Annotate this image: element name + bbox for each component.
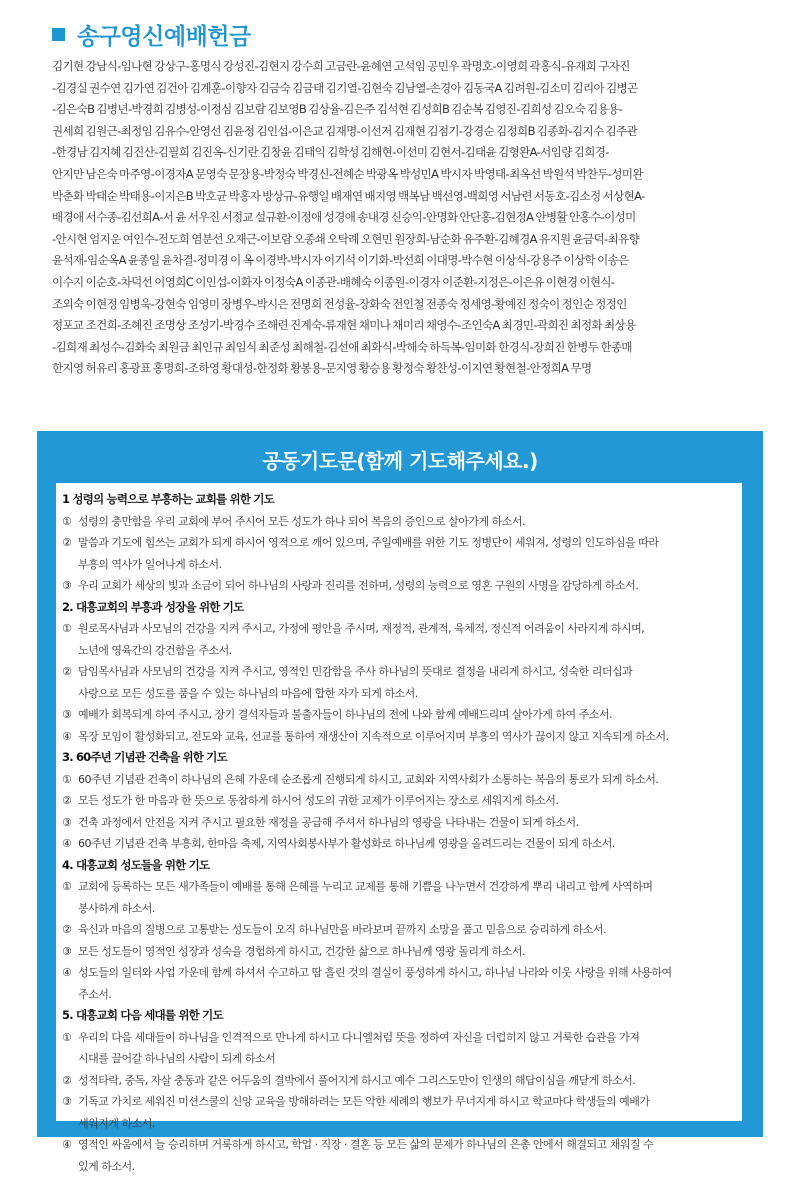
prayer-item <box>62 876 738 919</box>
section-title: 송구영신예배헌금 <box>77 18 251 51</box>
offering-line: 정포교 조건희-조혜진 조명상 조성기-박경수 조해련 진계숙-류재현 채미나 채미리 채영수-조인숙A 최경민-곽희진 최정화 최상용 <box>52 315 762 337</box>
prayer-item-line: 시대를 끌어갈 하나님의 사람이 되게 하소서 <box>78 1048 738 1070</box>
prayer-item-line: 노년에 영육간의 강건함을 주소서. <box>78 640 738 662</box>
prayer-item-number: ② <box>62 661 78 704</box>
prayer-item <box>62 919 738 941</box>
prayer-item-text <box>78 790 738 812</box>
prayer-item-line: 건축 과정에서 안전을 지켜 주시고 필요한 재정을 공급해 주셔서 하나님의 영광을 나타내는 건물이 되게 하소서. <box>78 812 738 834</box>
prayer-item-line: 영적인 싸움에서 늘 승리하며 거룩하게 하시고, 학업 · 직장 · 결혼 등 모든 삶의 문제가 하나님의 은총 안에서 해결되고 채워질 수 <box>78 1134 738 1156</box>
prayer-item-line: 성령의 충만함을 우리 교회에 부어 주시어 모든 성도가 하나 되어 복음의 증인으로 살아가게 하소서. <box>78 511 738 533</box>
prayer-item-line: 60주년 기념관 건축 부흥회, 한마음 축제, 지역사회봉사부가 활성화로 하나님께 영광을 올려드리는 건물이 되게 하소서. <box>78 833 738 855</box>
prayer-item-line: 사랑으로 모든 성도를 품을 수 있는 하나님의 마음에 합한 자가 되게 하소서. <box>78 683 738 705</box>
prayer-item <box>62 532 738 575</box>
prayer-item-text <box>78 726 738 748</box>
prayer-item-number: ② <box>62 790 78 812</box>
prayer-section-heading: 4. 대흥교회 성도들을 위한 기도 <box>62 855 738 877</box>
prayer-item-text <box>78 1134 738 1177</box>
prayer-item-text <box>78 511 738 533</box>
prayer-item <box>62 661 738 704</box>
prayer-item-line: 주소서. <box>78 984 738 1006</box>
prayer-item-text <box>78 769 738 791</box>
prayer-item-number: ② <box>62 919 78 941</box>
prayer-item-line: 말씀과 기도에 힘쓰는 교회가 되게 하시어 영적으로 깨어 있으며, 주일예배를 위한 기도 정병단이 세워져, 성령의 인도하심을 따라 <box>78 532 738 554</box>
prayer-item-line: 있게 하소서. <box>78 1156 738 1177</box>
prayer-item-text <box>78 532 738 575</box>
prayer-item-number: ① <box>62 511 78 533</box>
offering-line: 안지만 남은숙 마주영-이경자A 문영숙 문장용-박정숙 박경신-전혜순 박광옥 박성민A 박시자 박영태-최옥선 박원석 박찬두-성미완 <box>52 164 762 186</box>
prayer-panel <box>56 483 742 1121</box>
prayer-item <box>62 511 738 533</box>
prayer-item <box>62 1070 738 1092</box>
prayer-item-number: ④ <box>62 962 78 1005</box>
prayer-section-heading: 2. 대흥교회의 부흥과 성장을 위한 기도 <box>62 597 738 619</box>
prayer-item-line: 60주년 기념관 건축이 하나님의 은혜 가운데 순조롭게 진행되게 하시고, 교회와 지역사회가 소통하는 복음의 통로가 되게 하소서. <box>78 769 738 791</box>
prayer-item-line: 육신과 마음의 질병으로 고통받는 성도들이 오직 하나님만을 바라보며 끝까지 소망을 품고 믿음으로 승리하게 하소서. <box>78 919 738 941</box>
prayer-item <box>62 812 738 834</box>
prayer-item <box>62 962 738 1005</box>
prayer-item <box>62 575 738 597</box>
offering-line: 김기현 강남식-임나현 강상구-홍명식 강성진-김현지 강수희 고금란-윤혜연 고석임 공민우 곽명호-이영희 곽홍식-유재희 구자진 <box>52 56 762 78</box>
offering-line: 이수지 이순호-차덕선 이영희C 이인섭-이화자 이정숙A 이종관-배혜숙 이종원-이경자 이준환-지정은-이은유 이현경 이현식- <box>52 272 762 294</box>
section-header <box>52 18 251 51</box>
prayer-item <box>62 1134 738 1177</box>
offering-line: -한경남 김지혜 김진산-김필희 김진옥-신기란 김창윤 김태익 김학성 김해현-이선미 김현서-김태윤 김형완A-서임량 김희경- <box>52 142 762 164</box>
prayer-item <box>62 941 738 963</box>
prayer-item-text <box>78 962 738 1005</box>
prayer-item-line: 교회에 등록하는 모든 새가족들이 예배를 통해 은혜를 누리고 교제를 통해 기쁨을 나누면서 건강하게 뿌리 내리고 함께 사역하며 <box>78 876 738 898</box>
offering-line: 배경애 서수종-김선희A-서 윤 서우진 서정교 설규환-이정애 성경애 송내경 신승익-안명화 안단홍-김현정A 안병활 안홍수-이성미 <box>52 207 762 229</box>
prayer-item-number: ④ <box>62 833 78 855</box>
prayer-item-text <box>78 812 738 834</box>
prayer-item-number: ③ <box>62 575 78 597</box>
offering-line: 박춘화 박태순 박태용-이지은B 박호균 박홍자 방상규-유행일 배재연 배지영 백복남 백선영-백희영 서남련 서동호-김소정 서상현A- <box>52 186 762 208</box>
prayer-item <box>62 618 738 661</box>
prayer-item-text <box>78 919 738 941</box>
prayer-item-line: 성도들의 일터와 사업 가운데 함께 하셔서 수고하고 땀 흘린 것의 결실이 풍성하게 하시고, 하나님 나라와 이웃 사랑을 위해 사용하여 <box>78 962 738 984</box>
prayer-item-number: ① <box>62 876 78 919</box>
prayer-item-line: 모든 성도들이 영적인 성장과 성숙을 경험하게 하시고, 건강한 삶으로 하나님께 영광 돌리게 하소서. <box>78 941 738 963</box>
offering-line: 조외숙 이현정 임병욱-강현숙 임영미 장병우-박시은 전명희 전성율-장화숙 전인철 전종숙 정세영-황예진 정숙이 정인순 정정인 <box>52 294 762 316</box>
offering-line: -김희재 최성수-김화숙 최원금 최인규 최임식 최준성 최해철-김선애 최화식-박해숙 하득복-임미화 한경식-장희진 한병두 한종매 <box>52 337 762 359</box>
prayer-item <box>62 769 738 791</box>
prayer-item-number: ③ <box>62 812 78 834</box>
prayer-item-line: 예배가 회복되게 하여 주시고, 장기 결석자들과 불출자들이 하나님의 전에 나와 함께 예배드리며 살아가게 하여 주소서. <box>78 704 738 726</box>
offering-line: -안시현 엄지운 여인수-전도희 염분선 오재근-이보람 오종쇄 오탁례 오현민 원장희-남순화 유주환-김혜경A 유지원 윤금덕-최유향 <box>52 229 762 251</box>
prayer-item <box>62 704 738 726</box>
prayer-item-number: ① <box>62 769 78 791</box>
prayer-item-line: 우리의 다음 세대들이 하나님을 인격적으로 만나게 하시고 다니엘처럼 뜻을 정하여 자신을 더럽히지 않고 거룩한 습관을 가져 <box>78 1027 738 1049</box>
prayer-item-text <box>78 575 738 597</box>
prayer-item-line: 성적타락, 중독, 자살 충동과 같은 어두움의 결박에서 풀어지게 하시고 예수 그리스도만이 인생의 해답이심을 깨닫게 하소서. <box>78 1070 738 1092</box>
prayer-item-text <box>78 661 738 704</box>
prayer-section-heading: 1 성령의 능력으로 부흥하는 교회를 위한 기도 <box>62 489 738 511</box>
prayer-item-line: 부흥의 역사가 일어나게 하소서. <box>78 554 738 576</box>
offering-line: -김은숙B 김병년-박경희 김병성-이정심 김보람 김보영B 김상율-김은주 김석현 김성희B 김순복 김영진-김희성 김오숙 김용용- <box>52 99 762 121</box>
prayer-section-heading: 5. 대흥교회 다음 세대를 위한 기도 <box>62 1005 738 1027</box>
prayer-item <box>62 1027 738 1070</box>
prayer-content <box>62 489 738 1177</box>
prayer-item-line: 목장 모임이 활성화되고, 전도와 교육, 선교를 통하여 재생산이 지속적으로 이루어지며 부흥의 역사가 끊이지 않고 지속되게 하소서. <box>78 726 738 748</box>
bullet-square-icon <box>52 28 65 41</box>
prayer-item-text <box>78 1070 738 1092</box>
prayer-item-line: 기독교 가치로 세워진 미션스쿨의 신앙 교육을 방해하려는 모든 악한 세례의 행보가 무너지게 하시고 학교마다 학생들의 예배가 <box>78 1091 738 1113</box>
prayer-section-heading: 3. 60주년 기념관 건축을 위한 기도 <box>62 747 738 769</box>
prayer-item-number: ① <box>62 618 78 661</box>
prayer-item-text <box>78 704 738 726</box>
prayer-item-number: ③ <box>62 941 78 963</box>
prayer-item-line: 모든 성도가 한 마음과 한 뜻으로 동참하게 하시어 성도의 귀한 교제가 이루어지는 장소로 세워지게 하소서. <box>78 790 738 812</box>
prayer-item-number: ② <box>62 532 78 575</box>
prayer-item-line: 담임목사님과 사모님의 건강을 지켜 주시고, 영적인 민감함을 주사 하나님의 뜻대로 결정을 내리게 하시고, 성숙한 리더십과 <box>78 661 738 683</box>
prayer-item-number: ④ <box>62 1134 78 1177</box>
prayer-item-text <box>78 618 738 661</box>
prayer-item-text <box>78 833 738 855</box>
prayer-item-number: ③ <box>62 1091 78 1134</box>
prayer-item-line: 원로목사님과 사모님의 건강을 지켜 주시고, 가정에 평안을 주시며, 재정적, 관계적, 육체적, 정신적 어려움이 사라지게 하시며, <box>78 618 738 640</box>
prayer-item-text <box>78 876 738 919</box>
prayer-item <box>62 1091 738 1134</box>
prayer-title: 공동기도문(함께 기도해주세요.) <box>37 445 763 474</box>
prayer-item-number: ③ <box>62 704 78 726</box>
prayer-item-text <box>78 941 738 963</box>
prayer-item-number: ① <box>62 1027 78 1070</box>
offering-line: 윤석재-임순옥A 윤종일 윤차결-정미경 이 옥 이경박-박시자 이기석 이기화-박선희 이대명-박수현 이상식-강용주 이상학 이송은 <box>52 250 762 272</box>
prayer-item-text <box>78 1091 738 1134</box>
offering-name-list <box>52 56 762 380</box>
prayer-item <box>62 790 738 812</box>
prayer-item <box>62 833 738 855</box>
prayer-box <box>37 431 763 1137</box>
prayer-item-text <box>78 1027 738 1070</box>
prayer-item-line: 봉사하게 하소서. <box>78 898 738 920</box>
prayer-item-number: ④ <box>62 726 78 748</box>
offering-line: 권세희 김원근-최정임 김유수-안영선 김윤정 김인섭-이은교 김재명-이선저 김재현 김점기-강경순 김정희B 김종화-김지수 김주관 <box>52 121 762 143</box>
prayer-item-number: ② <box>62 1070 78 1092</box>
offering-line: -김경실 권수연 김가연 김건아 김계훈-이향자 김금숙 김금태 김기열-김현숙 김남열-손경아 김동국A 김려원-김소미 김리아 김병곤 <box>52 78 762 100</box>
prayer-item-line: 세워지게 하소서. <box>78 1113 738 1135</box>
offering-line: 한지영 허유리 홍광표 홍명희-조하영 황대성-한정화 황봉용-문지영 황승용 황정숙 황찬성-이지연 황현철-안정희A 무명 <box>52 358 762 380</box>
prayer-item <box>62 726 738 748</box>
prayer-item-line: 우리 교회가 세상의 빛과 소금이 되어 하나님의 사랑과 진리를 전하며, 성령의 능력으로 영혼 구원의 사명을 감당하게 하소서. <box>78 575 738 597</box>
